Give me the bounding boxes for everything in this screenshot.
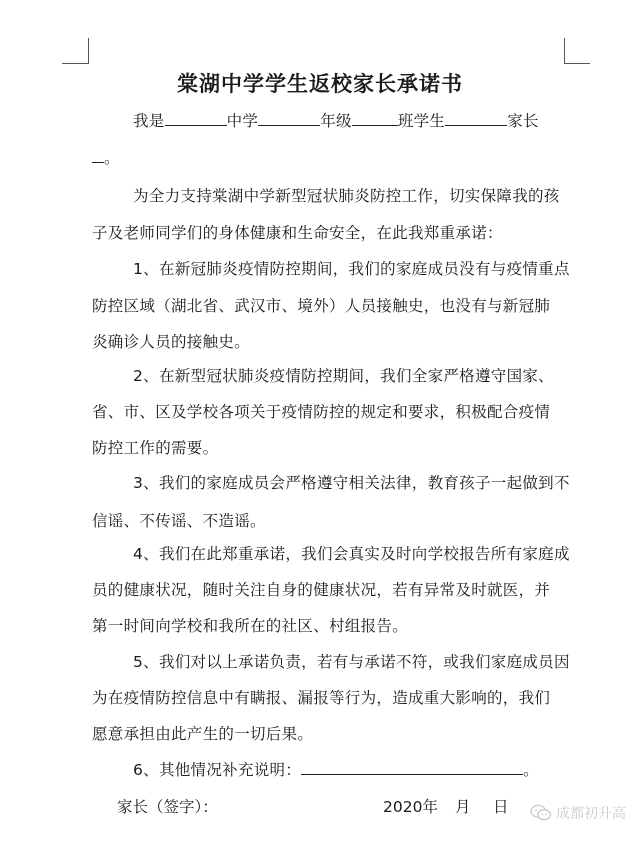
intro-text-4: 班学生 <box>397 112 446 130</box>
supplement-line <box>133 758 539 780</box>
watermark-text: 成都初升高 <box>556 806 626 822</box>
intro-text-1: 我是 <box>133 112 165 130</box>
body-line: 防控工作的需要。 <box>92 439 219 457</box>
crop-mark-tr-v <box>564 38 565 64</box>
intro-text-6: 。 <box>104 149 120 167</box>
class-blank[interactable] <box>352 111 398 126</box>
crop-mark-tr-h <box>564 63 590 64</box>
signature-label: 家长（签字）： <box>117 798 218 816</box>
watermark <box>530 803 626 823</box>
body-line: 4、我们在此郑重承诺，我们会真实及时向学校报告所有家庭成 <box>133 545 570 563</box>
grade-blank[interactable] <box>258 111 320 126</box>
body-line: 5、我们对以上承诺负责，若有与承诺不符，或我们家庭成员因 <box>133 653 570 671</box>
body-line: 愿意承担由此产生的一切后果。 <box>92 725 314 743</box>
body-line: 第一时间向学校和我所在的社区、村组报告。 <box>92 617 409 635</box>
body-line: 信谣、不传谣、不造谣。 <box>92 512 266 530</box>
crop-mark-tl-h <box>62 63 88 64</box>
body-line: 为全力支持棠湖中学新型冠状肺炎防控工作，切实保障我的孩 <box>133 187 560 205</box>
supplement-label: 6、其他情况补充说明： <box>133 761 302 779</box>
school-blank[interactable] <box>165 111 227 126</box>
body-line: 3、我们的家庭成员会严格遵守相关法律，教育孩子一起做到不 <box>133 474 570 492</box>
intro-text-2: 中学 <box>226 112 259 130</box>
supplement-blank[interactable] <box>301 760 523 775</box>
wechat-icon <box>530 804 552 822</box>
intro-line-2 <box>92 146 120 168</box>
signature-month: 月 <box>455 798 471 816</box>
page-title: 棠湖中学学生返校家长承诺书 <box>177 72 463 96</box>
body-line: 1、在新冠肺炎疫情防控期间，我们的家庭成员没有与疫情重点 <box>133 260 570 278</box>
signature-year: 2020年 <box>383 798 438 816</box>
crop-mark-tl-v <box>88 38 89 64</box>
supplement-end: 。 <box>523 761 539 779</box>
body-line: 省、市、区及学校各项关于疫情防控的规定和要求，积极配合疫情 <box>92 403 551 421</box>
intro-line <box>133 109 539 131</box>
intro-text-3: 年级 <box>320 112 352 130</box>
student-name-blank[interactable] <box>445 111 507 126</box>
body-line: 为在疫情防控信息中有瞒报、漏报等行为，造成重大影响的，我们 <box>92 689 551 707</box>
body-line: 2、在新型冠状肺炎疫情防控期间，我们全家严格遵守国家、 <box>133 367 554 385</box>
body-line: 员的健康状况，随时关注自身的健康状况，若有异常及时就医，并 <box>92 581 551 599</box>
body-line: 炎确诊人员的接触史。 <box>92 333 251 351</box>
intro-text-5: 家长 <box>507 112 539 130</box>
signature-day: 日 <box>493 798 509 816</box>
body-line: 防控区域（湖北省、武汉市、境外）人员接触史，也没有与新冠肺 <box>92 297 551 315</box>
parent-name-blank[interactable] <box>92 148 104 163</box>
body-line: 子及老师同学们的身体健康和生命安全，在此我郑重承诺： <box>92 224 503 242</box>
